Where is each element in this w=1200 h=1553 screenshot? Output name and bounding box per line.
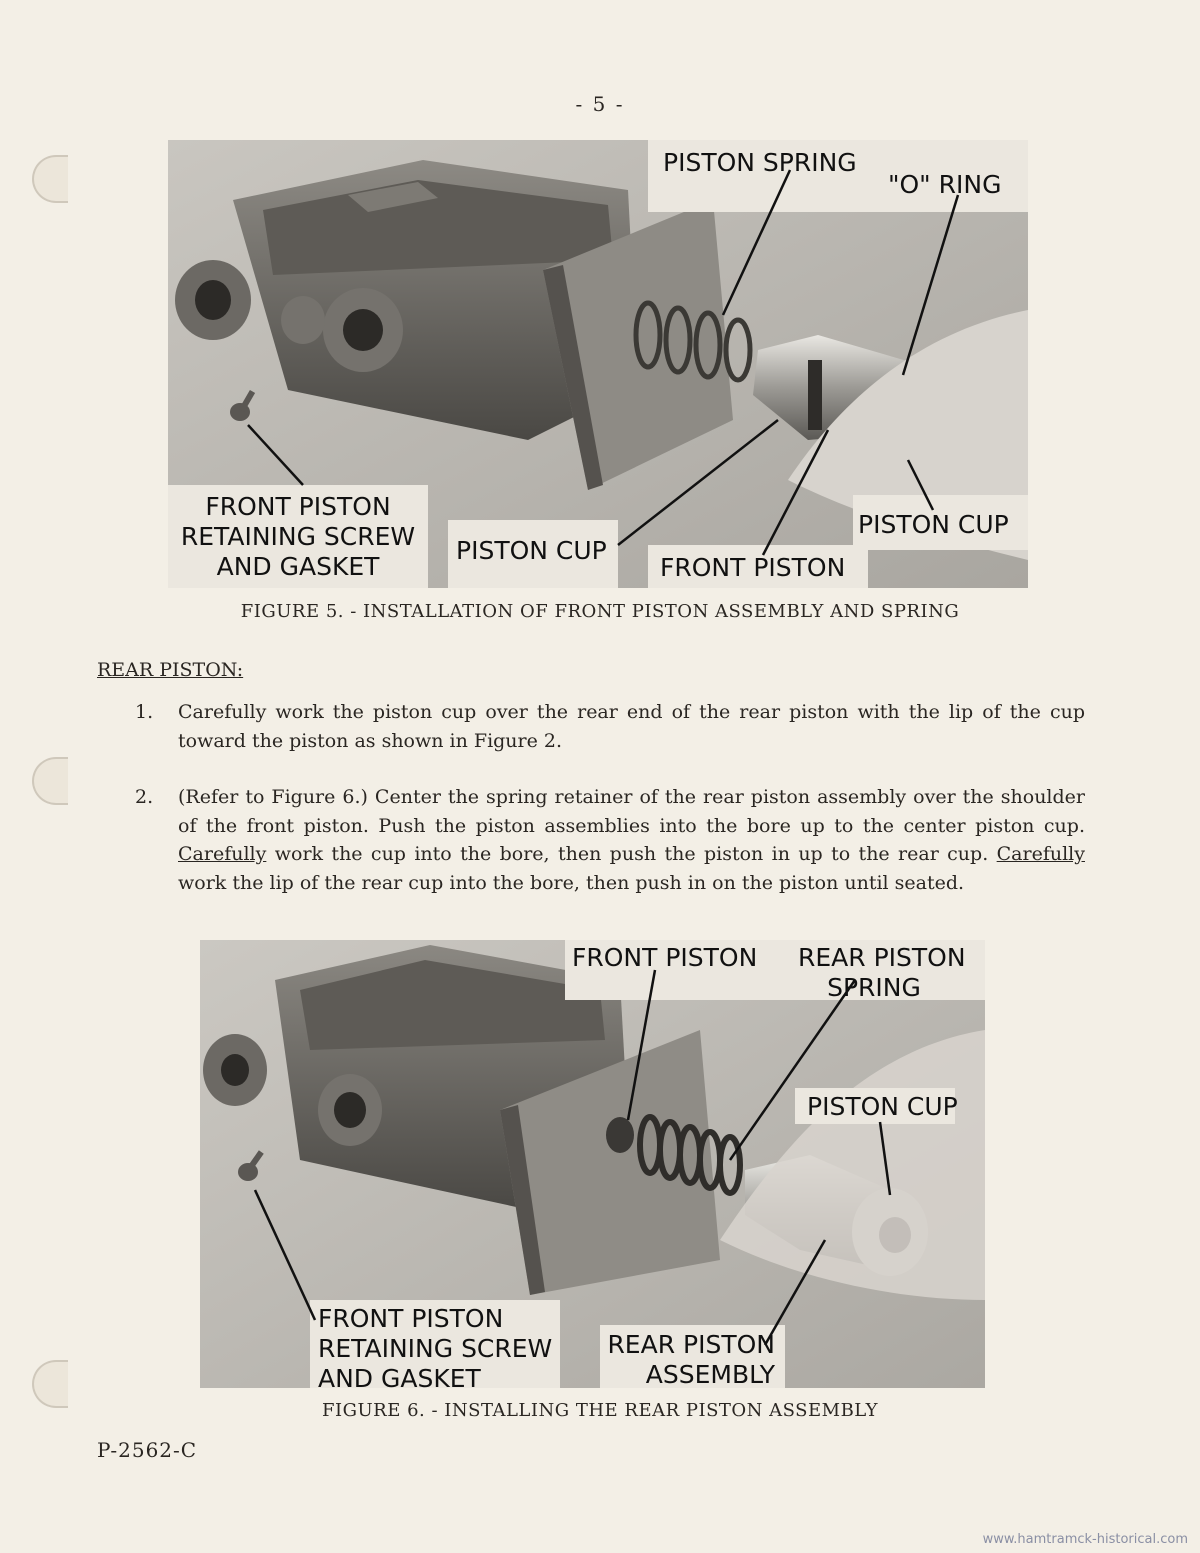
step-2 (135, 783, 1085, 903)
figure-6-photo (200, 940, 985, 1388)
label-front-piston-retaining-screw: FRONT PISTON RETAINING SCREW AND GASKET (180, 492, 416, 581)
figure-5-photo (168, 140, 1028, 588)
figure-6-caption: FIGURE 6. - INSTALLING THE REAR PISTON ASSEMBLY (322, 1400, 878, 1421)
label-front-piston: FRONT PISTON (660, 553, 846, 582)
label-piston-spring: PISTON SPRING (663, 148, 857, 177)
page-number: - 5 - (575, 92, 625, 116)
emphasis-carefully-2: Carefully (996, 843, 1085, 866)
label-piston-cup-6: PISTON CUP (807, 1092, 958, 1121)
label-front-piston-retaining-screw-6: FRONT PISTON RETAINING SCREW AND GASKET (318, 1304, 553, 1388)
label-piston-cup-right: PISTON CUP (858, 510, 1009, 539)
step-2-text: (Refer to Figure 6.) Center the spring retainer of the rear piston assembly over the shoulder of the front piston. Push the piston assemblies into the bore up to the center piston cup. Carefully work the cup into the bore, then push the piston in up to the rear cup. Carefully work the lip of the rear cup into the bore, then push in on the piston until seated. (178, 786, 1085, 894)
emphasis-carefully-1: Carefully (178, 843, 267, 866)
label-piston-cup-left: PISTON CUP (456, 536, 607, 565)
step-1 (135, 698, 1085, 758)
step-1-text: Carefully work the piston cup over the rear end of the rear piston with the lip of the cup toward the piston as shown in Figure 2. (178, 701, 1085, 752)
label-rear-piston-assembly: REAR PISTON ASSEMBLY (607, 1330, 775, 1388)
step-2-number: 2. (135, 786, 154, 808)
punch-hole-top (32, 155, 68, 203)
punch-hole-middle (32, 757, 68, 805)
section-heading: REAR PISTON: (97, 659, 244, 681)
label-front-piston-6: FRONT PISTON (572, 943, 758, 972)
document-code: P-2562-C (97, 1438, 198, 1462)
label-rear-piston-spring: REAR PISTON SPRING (798, 943, 966, 1002)
watermark: www.hamtramck-historical.com (982, 1532, 1188, 1547)
label-o-ring: "O" RING (888, 170, 1002, 199)
step-1-number: 1. (135, 701, 154, 723)
figure-5-caption: FIGURE 5. - INSTALLATION OF FRONT PISTON ASSEMBLY AND SPRING (240, 601, 960, 622)
